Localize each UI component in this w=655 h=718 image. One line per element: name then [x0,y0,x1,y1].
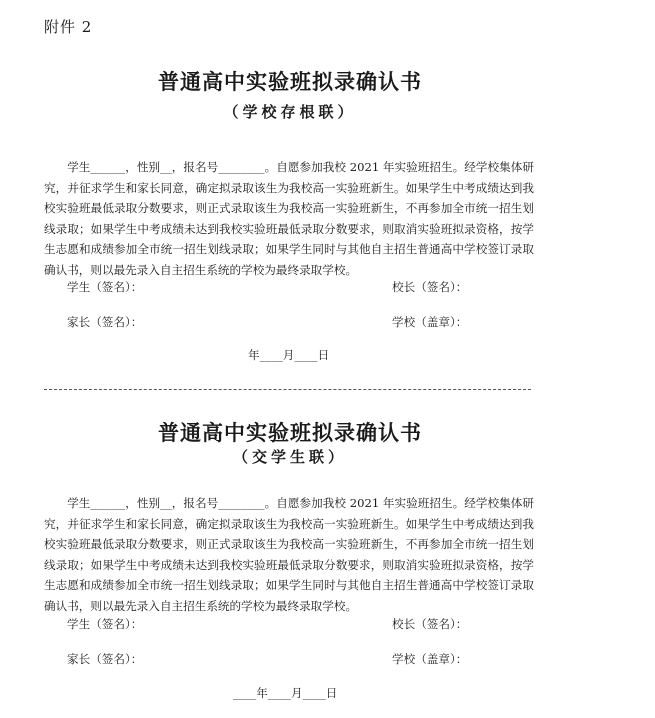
section-1-principal-signature: 校长（签名）： [392,280,468,294]
section-2-subtitle: （交学生联） [232,448,347,466]
section-1-date: 年____月____日 [248,348,330,362]
section-2-principal-signature: 校长（签名）： [392,617,468,631]
section-2-student-signature: 学生（签名）： [67,617,143,631]
section-1-paragraph: 学生______，性别__，报名号________。自愿参加我校 2021 年实验班招生。经学校集体研究，并征求学生和家长同意，确定拟录取该生为我校高一实验班新生。如果学生中考成绩达到我校实验班最低录取分数要求，则正式录取该生为我校高一实验班新生，不再参加全市统一招生划线录取；如果学生中考成绩未达到我校实验班最低录取分数要求，则取消实验班拟录资格，按学生志愿和成绩参加全市统一招生划线录取；如果学生同时与其他自主招生普通高中学校签订录取确认书，则以最先录入自主招生系统的学校为最终录取学校。 [44,160,534,277]
section-2-paragraph: 学生______，性别__，报名号________。自愿参加我校 2021 年实验班招生。经学校集体研究，并征求学生和家长同意，确定拟录取该生为我校高一实验班新生。如果学生中考成绩达到我校实验班最低录取分数要求，则正式录取该生为我校高一实验班新生，不再参加全市统一招生划线录取；如果学生中考成绩未达到我校实验班最低录取分数要求，则取消实验班拟录资格，按学生志愿和成绩参加全市统一招生划线录取；如果学生同时与其他自主招生普通高中学校签订录取确认书，则以最先录入自主招生系统的学校为最终录取学校。 [44,496,534,613]
section-1-title: 普通高中实验班拟录确认书 [158,69,422,94]
section-2-parent-signature: 家长（签名）： [67,652,143,666]
section-1-parent-signature: 家长（签名）： [67,315,143,329]
attachment-label: 附件 2 [44,18,93,36]
section-1-subtitle: （学校存根联） [223,103,357,121]
section-2-school-seal: 学校（盖章）： [392,652,468,666]
section-2-title: 普通高中实验班拟录确认书 [158,420,422,445]
section-2-date: ____年____月____日 [233,686,338,700]
cut-line-divider [44,389,531,390]
section-1-student-signature: 学生（签名）： [67,280,143,294]
section-1-school-seal: 学校（盖章）： [392,315,468,329]
